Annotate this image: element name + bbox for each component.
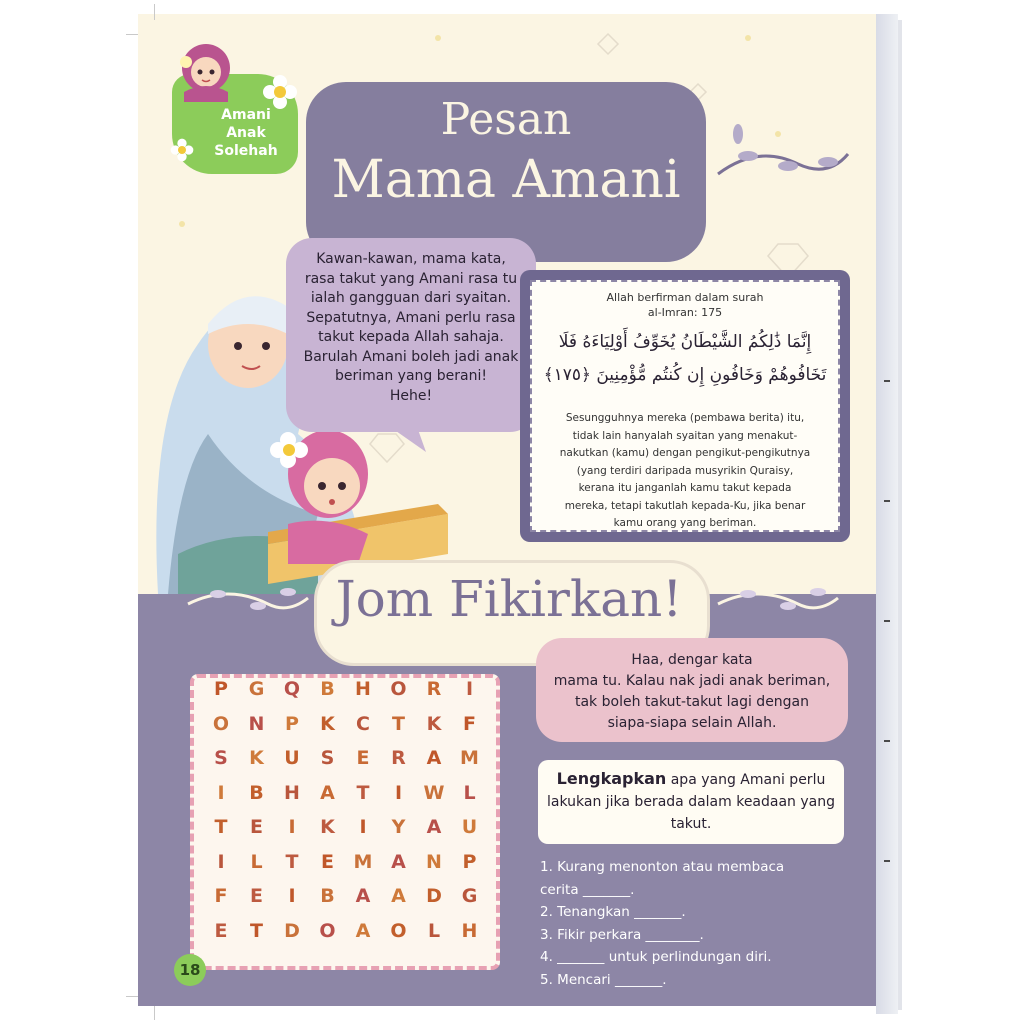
- grid-letter: D: [284, 919, 300, 942]
- small-flower-icon: [170, 138, 194, 162]
- grid-letter: I: [217, 781, 225, 804]
- edge-tick: [884, 380, 890, 382]
- grid-letter: B: [249, 781, 264, 804]
- crop-mark: [154, 1006, 155, 1020]
- arabic-verse-line-1: إِنَّمَا ذَٰلِكُمُ الشَّيْطَانُ يُخَوِّفُ أَوْلِيَاءَهُ فَلَا: [558, 332, 812, 352]
- grid-letter: I: [465, 678, 474, 700]
- grid-letter: B: [320, 885, 335, 907]
- page-number: 18: [174, 954, 206, 986]
- grid-letter: C: [356, 712, 370, 735]
- grid-letter: I: [394, 781, 403, 804]
- grid-letter: O: [319, 919, 336, 942]
- grid-letter: L: [250, 850, 263, 873]
- grid-letter: I: [288, 816, 296, 838]
- grid-letter: N: [248, 712, 265, 735]
- question-line: 4. _______ untuk perlindungan diri.: [540, 949, 772, 965]
- task-bold-word: Lengkapkan: [556, 769, 667, 788]
- grid-letter: G: [461, 885, 478, 907]
- grid-letter: E: [250, 885, 263, 907]
- grid-letter: U: [461, 816, 478, 838]
- grid-letter: A: [391, 885, 406, 907]
- verse-intro: Allah berfirman dalam surah al-Imran: 175: [606, 291, 764, 319]
- grid-letter: G: [248, 678, 265, 700]
- grid-letter: I: [359, 816, 367, 838]
- edge-tick: [884, 620, 890, 622]
- verse-translation: Sesungguhnya mereka (pembawa berita) itu, tidak lain hanyalah syaitan yang menakut- nakutkan (kamu) dengan pengikut-pengikutnya (yang terdiri daripada musyrikin Quraisy, kerana itu janganlah kamu takut kepada mereka, tetapi takutlah kepada-Ku, jika benar kamu orang yang beriman.: [559, 412, 811, 529]
- grid-letter: O: [390, 919, 407, 942]
- grid-letter: S: [320, 747, 335, 769]
- vine-decoration: [708, 114, 858, 204]
- grid-letter: T: [250, 919, 263, 942]
- title-line-1: Pesan: [440, 94, 572, 145]
- flower-icon: [262, 74, 298, 110]
- grid-letter: U: [284, 747, 300, 769]
- grid-letter: I: [288, 885, 296, 907]
- task-rest: apa yang Amani perlu lakukan jika berada dalam keadaan yang takut.: [546, 772, 836, 832]
- grid-letter: A: [426, 816, 442, 838]
- grid-letter: H: [355, 678, 371, 700]
- grid-letter: A: [426, 747, 442, 769]
- pink-speech-text: Haa, dengar kata mama tu. Kalau nak jadi anak beriman, tak boleh takut-takut lagi dengan siapa-siapa selain Allah.: [553, 652, 831, 731]
- grid-letter: E: [250, 816, 263, 838]
- crop-mark: [126, 34, 138, 35]
- grid-letter: E: [214, 919, 228, 942]
- grid-letter: S: [214, 747, 228, 769]
- crop-mark: [126, 996, 138, 997]
- question-list: [540, 856, 840, 991]
- grid-letter: A: [391, 850, 406, 873]
- logo-text: Amani Anak Solehah: [214, 107, 278, 159]
- logo-girl-icon: [178, 40, 234, 102]
- book-page: [138, 14, 876, 1006]
- arabic-verse-line-2: تَخَافُوهُمْ وَخَافُونِ إِن كُنتُم مُّؤْمِنِينَ ﴿١٧٥﴾: [543, 365, 827, 385]
- grid-letter: T: [392, 712, 405, 735]
- question-line: 5. Mencari _______.: [540, 971, 667, 988]
- grid-letter: A: [355, 885, 371, 907]
- page-edge: [876, 14, 898, 1014]
- grid-letter: L: [427, 919, 441, 942]
- grid-letter: M: [353, 850, 373, 873]
- grid-letter: A: [320, 781, 335, 804]
- grid-letter: P: [462, 850, 477, 873]
- crop-mark: [154, 4, 155, 20]
- grid-letter: K: [320, 712, 335, 735]
- edge-tick: [884, 500, 890, 502]
- grid-letter: R: [426, 678, 442, 700]
- grid-letter: A: [355, 919, 371, 942]
- grid-letter: P: [285, 712, 299, 735]
- grid-letter: H: [461, 919, 478, 942]
- grid-letter: B: [320, 678, 335, 700]
- grid-letter: E: [356, 747, 370, 769]
- right-vine-decoration: [708, 574, 848, 624]
- page-edge-shadow: [898, 20, 902, 1010]
- grid-letter: I: [217, 850, 225, 873]
- grid-letter: K: [426, 712, 442, 735]
- task-instruction: [542, 768, 840, 835]
- grid-letter: W: [423, 781, 445, 804]
- grid-letter: E: [321, 850, 334, 873]
- grid-letter: T: [214, 816, 228, 838]
- grid-letter: T: [356, 781, 370, 804]
- grid-letter: O: [390, 678, 407, 700]
- grid-letter: T: [285, 850, 299, 873]
- grid-letter: R: [391, 747, 406, 769]
- question-line: 3. Fikir perkara ________.: [540, 926, 704, 943]
- question-line: cerita _______.: [540, 881, 635, 898]
- title-line-2: Mama Amani: [331, 150, 681, 210]
- edge-tick: [884, 860, 890, 862]
- question-line: 1. Kurang menonton atau membaca: [540, 859, 785, 875]
- grid-letter: K: [249, 747, 264, 769]
- grid-letter: P: [214, 678, 228, 700]
- grid-letter: M: [460, 747, 479, 769]
- grid-letter: L: [463, 781, 476, 804]
- mother-speech-text: Kawan-kawan, mama kata, rasa takut yang Amani rasa tu ialah gangguan dari syaitan. Sepatutnya, Amani perlu rasa takut kepada Allah sahaja. Barulah Amani boleh jadi anak beriman yang berani! Hehe!: [303, 251, 519, 404]
- grid-letter: K: [320, 816, 335, 838]
- speech-bubble-tail: [386, 424, 426, 454]
- grid-letter: N: [426, 850, 442, 873]
- left-vine-decoration: [178, 574, 318, 624]
- section-title: Jom Fikirkan!: [335, 570, 683, 628]
- grid-letter: Q: [283, 678, 301, 700]
- question-line: 2. Tenangkan _______.: [540, 904, 686, 920]
- word-search-grid: [190, 674, 500, 970]
- grid-letter: F: [463, 712, 476, 735]
- grid-letter: F: [214, 885, 228, 907]
- grid-letter: D: [426, 885, 442, 907]
- grid-letter: O: [212, 712, 230, 735]
- grid-letter: H: [284, 781, 300, 804]
- edge-tick: [884, 740, 890, 742]
- grid-letter: Y: [391, 816, 406, 838]
